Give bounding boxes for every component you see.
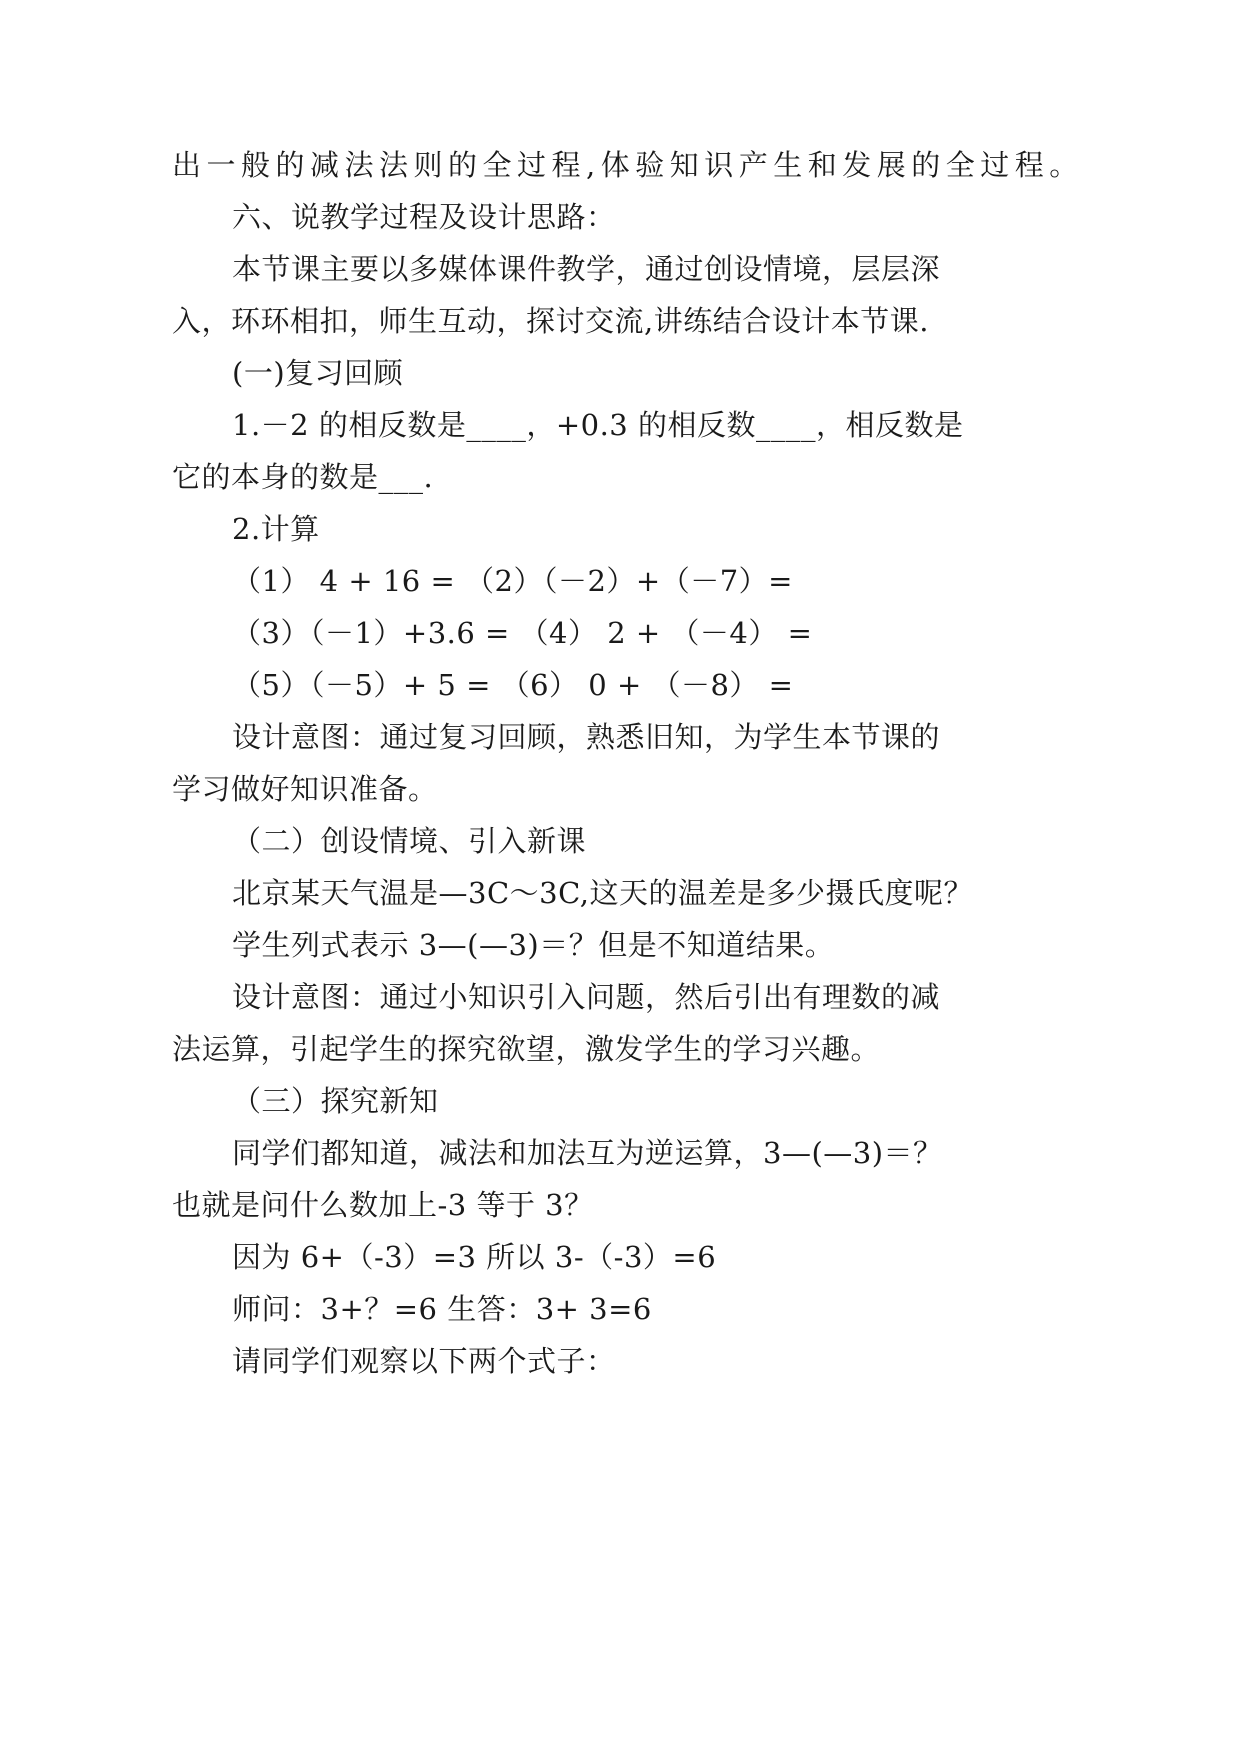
paragraph-line: 请同学们观察以下两个式子： <box>232 1344 616 1378</box>
paragraph-line: 师问：3+？=6 生答：3+ 3=6 <box>232 1292 652 1326</box>
exercise-question: 它的本身的数是___. <box>172 460 434 494</box>
subsection-heading: (一)复习回顾 <box>232 356 404 390</box>
exercise-question: 1.－2 的相反数是____，+0.3 的相反数____，相反数是 <box>232 408 964 442</box>
subsection-heading: （三）探究新知 <box>232 1084 439 1118</box>
paragraph-line: 设计意图：通过复习回顾，熟悉旧知，为学生本节课的 <box>232 720 941 754</box>
paragraph-line: 法运算，引起学生的探究欲望，激发学生的学习兴趣。 <box>172 1032 881 1066</box>
paragraph-line: 学习做好知识准备。 <box>172 772 438 806</box>
paragraph-line: 出一般的减法法则的全过程,体验知识产生和发展的全过程。 <box>172 148 1084 182</box>
paragraph-line: 入，环环相扣，师生互动，探讨交流,讲练结合设计本节课. <box>172 304 929 338</box>
section-heading: 六、说教学过程及设计思路： <box>232 200 616 234</box>
paragraph-line: 本节课主要以多媒体课件教学，通过创设情境，层层深 <box>232 252 941 286</box>
subsection-heading: （二）创设情境、引入新课 <box>232 824 587 858</box>
exercise-heading: 2.计算 <box>232 512 320 546</box>
paragraph-line: 也就是问什么数加上-3 等于 3？ <box>172 1188 594 1222</box>
calculation-line: （1） 4 + 16 = （2）（－2）+（－7）= <box>232 564 793 598</box>
calculation-line: （5）（－5）+ 5 = （6） 0 + （－8） = <box>232 668 794 702</box>
calculation-line: （3）（－1）+3.6 = （4） 2 + （－4） = <box>232 616 813 650</box>
paragraph-line: 同学们都知道，减法和加法互为逆运算，3—(—3)＝？ <box>232 1136 943 1170</box>
paragraph-line: 北京某天气温是—3C～3C,这天的温差是多少摄氏度呢？ <box>232 876 973 910</box>
paragraph-line: 因为 6+（-3）=3 所以 3-（-3）=6 <box>232 1240 717 1274</box>
paragraph-line: 学生列式表示 3—(—3)＝？但是不知道结果。 <box>232 928 835 962</box>
paragraph-line: 设计意图：通过小知识引入问题，然后引出有理数的减 <box>232 980 941 1014</box>
document-body <box>172 139 1172 1387</box>
